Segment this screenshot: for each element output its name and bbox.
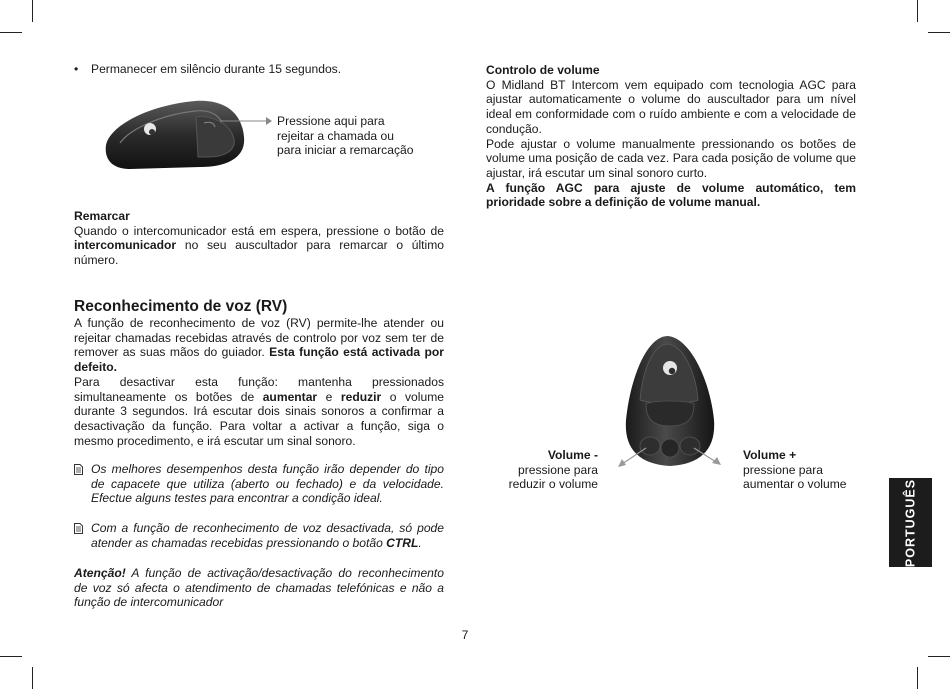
crop-mark <box>928 32 950 33</box>
callout-volume-plus <box>743 448 847 492</box>
volume-plus-line: aumentar o volume <box>743 477 847 492</box>
callout-redial-button <box>277 114 413 158</box>
callout-line: rejeitar a chamada ou <box>277 128 394 143</box>
bullet-dot: • <box>74 62 79 76</box>
attention-paragraph: Atenção! A função de activação/desactivação do reconhecimento de voz só afecta o atendimento de chamadas telefónicas e não a função de intercomunicador <box>74 566 444 610</box>
volume-plus-title: Volume + <box>743 448 797 462</box>
redial-heading: Remarcar <box>74 209 130 223</box>
volume-minus-line: reduzir o volume <box>508 477 598 492</box>
volume-paragraph-1: O Midland BT Intercom vem equipado com tecnologia AGC para ajustar automaticamente o volume do auscultador para um nível ideal em conformidade com o ruído ambiente e com a velocidade de condução. <box>486 77 856 136</box>
page-number: 7 <box>461 628 469 642</box>
note-2-text: Com a função de reconhecimento de voz desactivada, só pode atender as chamadas recebidas pressionando o botão CTRL. <box>91 521 444 550</box>
callout-line: para iniciar a remarcação <box>277 143 414 158</box>
callout-volume-minus <box>478 448 598 492</box>
crop-mark <box>32 0 33 22</box>
note-icon <box>74 464 83 475</box>
volume-plus-line: pressione para <box>743 462 824 477</box>
voice-paragraph-2: Para desactivar esta função: mantenha pressionados simultaneamente os botões de aumentar e reduzir o volume durante 3 segundos. Irá escutar dois sinais sonoros a confirmar a desactivação da função. Para voltar a activar a função, siga o mesmo procedimento, e irá escutar um sinal sonoro. <box>74 374 444 448</box>
crop-mark <box>928 656 950 657</box>
volume-paragraph-2: Pode ajustar o volume manualmente pressionando os botões de volume uma posição de cada vez. Para cada posição de volume que ajustar, irá escutar um sinal sonoro curto. <box>486 136 856 180</box>
redial-paragraph: Quando o intercomunicador está em espera, pressione o botão de intercomunicador no seu auscultador para remarcar o último número. <box>74 223 444 268</box>
voice-recognition-heading: Reconhecimento de voz (RV) <box>74 298 288 315</box>
language-tab-label: PORTUGUÊS <box>903 478 918 567</box>
volume-minus-title: Volume - <box>547 448 598 462</box>
voice-paragraph-1: A função de reconhecimento de voz (RV) permite-lhe atender ou rejeitar chamadas recebidas através de controlo por voz sem ter de remover as suas mãos do guiador. Esta função está activada por defeito. <box>74 316 444 375</box>
volume-heading: Controlo de volume <box>486 63 600 77</box>
crop-mark <box>32 667 33 689</box>
note-1-text: Os melhores desempenhos desta função irão depender do tipo de capacete que utiliza (aberto ou fechado) e da velocidade. Efectue alguns testes para encontrar a condição ideal. <box>91 462 444 506</box>
bullet-text: Permanecer em silêncio durante 15 segundos. <box>91 62 342 76</box>
note-2 <box>74 521 444 550</box>
intercom-device-front-image <box>610 330 730 480</box>
crop-mark <box>0 656 22 657</box>
attention-note <box>74 566 444 610</box>
crop-mark <box>917 667 918 689</box>
language-side-tab <box>889 478 932 567</box>
intercom-device-side-image <box>100 95 250 175</box>
redial-section <box>74 209 444 268</box>
crop-mark <box>0 32 22 33</box>
volume-minus-line: pressione para <box>517 462 598 477</box>
callout-line: Pressione aqui para <box>277 114 385 128</box>
note-1 <box>74 462 444 506</box>
voice-recognition-body <box>74 316 444 448</box>
volume-paragraph-3: A função AGC para ajuste de volume automático, tem prioridade sobre a definição de volume manual. <box>486 180 856 210</box>
crop-mark <box>917 0 918 22</box>
volume-control-section <box>486 63 856 210</box>
note-icon <box>74 523 83 534</box>
